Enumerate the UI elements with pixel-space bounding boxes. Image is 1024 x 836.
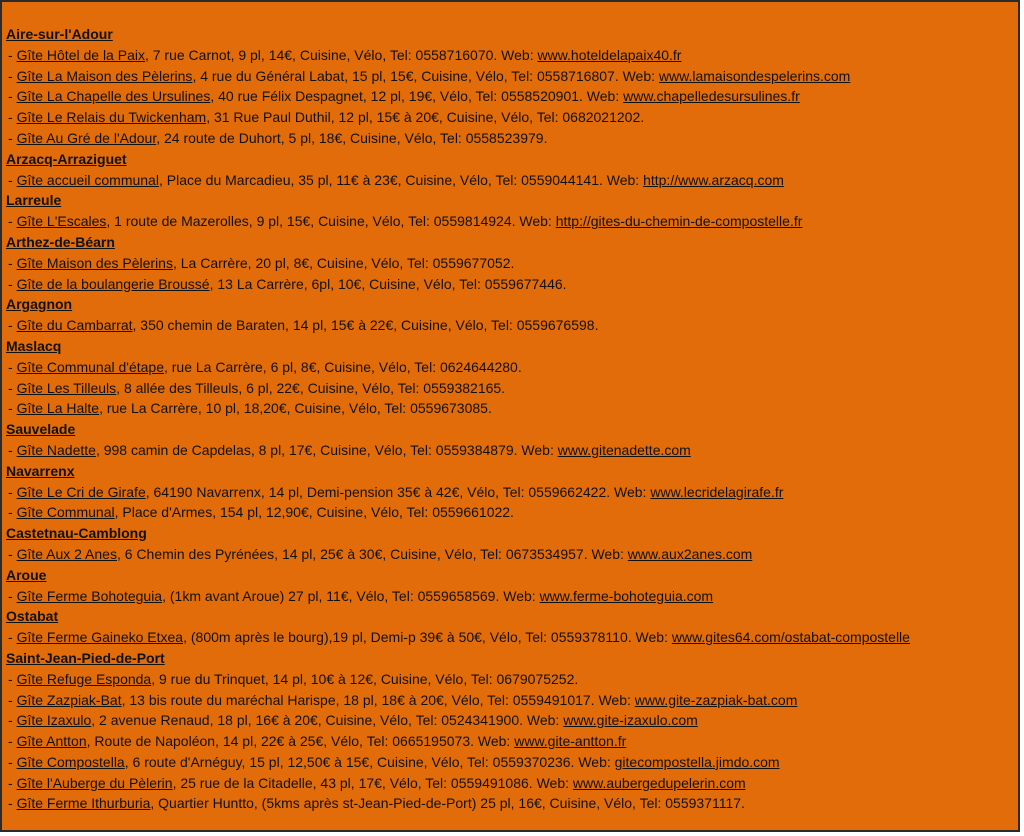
gite-entry <box>6 170 1018 191</box>
gite-details: , 64190 Navarrenx, 14 pl, Demi-pension 35€ à 42€, Vélo, Tel: 0559662422. Web: <box>145 483 651 500</box>
gite-name-link[interactable]: Gîte La Halte <box>16 400 100 417</box>
town-heading: Maslacq <box>6 337 62 354</box>
bullet-dash: - <box>8 712 17 729</box>
gite-name-link[interactable]: Gîte Refuge Esponda <box>16 670 152 687</box>
gite-name-link[interactable]: Gîte du Cambarrat <box>16 317 133 334</box>
gite-details: , 998 camin de Capdelas, 8 pl, 17€, Cuisine, Vélo, Tel: 0559384879. Web: <box>95 441 558 458</box>
website-link[interactable]: www.gites64.com/ostabat-compostelle <box>671 629 910 646</box>
gite-name-link[interactable]: Gîte Izaxulo <box>16 712 92 729</box>
gite-details: , (1km avant Aroue) 27 pl, 11€, Vélo, Tel: 0559658569. Web: <box>162 587 540 604</box>
website-link[interactable]: http://gites-du-chemin-de-compostelle.fr <box>555 213 803 230</box>
gite-name-link[interactable]: Gîte Nadette <box>16 441 96 458</box>
gite-details: , Place du Marcadieu, 35 pl, 11€ à 23€, Cuisine, Vélo, Tel: 0559044141. Web: <box>158 171 644 188</box>
bullet-dash: - <box>8 670 17 687</box>
gite-entry <box>6 66 1018 87</box>
bullet-dash: - <box>8 733 17 750</box>
bullet-dash: - <box>8 545 17 562</box>
gite-entry <box>6 482 1018 503</box>
gite-entry <box>6 773 1018 794</box>
gite-entry <box>6 253 1018 274</box>
gite-details: , Route de Napoléon, 14 pl, 22€ à 25€, Vélo, Tel: 0665195073. Web: <box>86 733 515 750</box>
town-heading: Aroue <box>6 566 47 583</box>
gite-details: , rue La Carrère, 6 pl, 8€, Cuisine, Vélo, Tel: 0624644280. <box>163 358 522 375</box>
gite-entry <box>6 315 1018 336</box>
gite-name-link[interactable]: Gîte l'Auberge du Pèlerin <box>16 774 173 791</box>
town-heading: Arthez-de-Béarn <box>6 233 115 250</box>
gite-entry <box>6 211 1018 232</box>
bullet-dash: - <box>8 795 17 812</box>
gite-name-link[interactable]: Gîte Antton <box>16 733 87 750</box>
gite-details: , 25 rue de la Citadelle, 43 pl, 17€, Vélo, Tel: 0559491086. Web: <box>172 774 573 791</box>
bullet-dash: - <box>8 400 17 417</box>
gite-name-link[interactable]: Gîte Communal <box>16 504 115 521</box>
gite-name-link[interactable]: Gîte L'Escales <box>16 213 107 230</box>
gite-details: , La Carrère, 20 pl, 8€, Cuisine, Vélo, Tel: 0559677052. <box>172 254 515 271</box>
gite-details: , 350 chemin de Baraten, 14 pl, 15€ à 22€, Cuisine, Vélo, Tel: 0559676598. <box>132 317 599 334</box>
website-link[interactable]: www.lecridelagirafe.fr <box>650 483 784 500</box>
town-heading: Saint-Jean-Pied-de-Port <box>6 649 165 666</box>
gite-name-link[interactable]: Gîte Compostella <box>16 753 125 770</box>
gite-name-link[interactable]: Gîte Maison des Pèlerins <box>16 254 173 271</box>
gite-entry <box>6 357 1018 378</box>
bullet-dash: - <box>8 254 17 271</box>
gite-name-link[interactable]: Gîte La Maison des Pèlerins <box>16 67 193 84</box>
website-link[interactable]: www.chapelledesursulines.fr <box>623 88 800 105</box>
gite-name-link[interactable]: Gîte Aux 2 Anes <box>16 545 117 562</box>
town-heading: Larreule <box>6 192 62 209</box>
bullet-dash: - <box>8 504 17 521</box>
gite-details: , Place d'Armes, 154 pl, 12,90€, Cuisine, Vélo, Tel: 0559661022. <box>114 504 514 521</box>
gite-entry <box>6 669 1018 690</box>
bullet-dash: - <box>8 213 17 230</box>
gite-details: , 13 La Carrère, 6pl, 10€, Cuisine, Vélo, Tel: 0559677446. <box>209 275 567 292</box>
gite-entry <box>6 440 1018 461</box>
website-link[interactable]: www.aux2anes.com <box>627 545 753 562</box>
gite-name-link[interactable]: Gîte Communal d'étape <box>16 358 164 375</box>
bullet-dash: - <box>8 379 17 396</box>
gite-entry <box>6 274 1018 295</box>
gite-entry <box>6 627 1018 648</box>
website-link[interactable]: www.gite-zazpiak-bat.com <box>634 691 798 708</box>
bullet-dash: - <box>8 774 17 791</box>
gite-entry <box>6 752 1018 773</box>
gite-details: , Quartier Huntto, (5kms après st-Jean-Pied-de-Port) 25 pl, 16€, Cuisine, Vélo, Tel: 0559371117. <box>150 795 745 812</box>
gite-details: , 31 Rue Paul Duthil, 12 pl, 15€ à 20€, Cuisine, Vélo, Tel: 0682021202. <box>206 109 645 126</box>
gite-details: , 40 rue Félix Despagnet, 12 pl, 19€, Vélo, Tel: 0558520901. Web: <box>210 88 624 105</box>
gite-entry <box>6 710 1018 731</box>
website-link[interactable]: www.gite-antton.fr <box>514 733 627 750</box>
gite-name-link[interactable]: Gîte Hôtel de la Paix <box>16 46 145 63</box>
gite-entry <box>6 45 1018 66</box>
gite-details: , 7 rue Carnot, 9 pl, 14€, Cuisine, Vélo, Tel: 0558716070. Web: <box>144 46 538 63</box>
gite-details: , 24 route de Duhort, 5 pl, 18€, Cuisine, Vélo, Tel: 0558523979. <box>156 129 548 146</box>
bullet-dash: - <box>8 67 17 84</box>
gite-entry <box>6 378 1018 399</box>
gite-name-link[interactable]: Gîte Au Gré de l'Adour <box>16 129 157 146</box>
bullet-dash: - <box>8 46 17 63</box>
gite-entry <box>6 398 1018 419</box>
gite-name-link[interactable]: Gîte Les Tilleuls <box>16 379 117 396</box>
gite-name-link[interactable]: Gîte de la boulangerie Broussé <box>16 275 210 292</box>
bullet-dash: - <box>8 691 17 708</box>
gite-entry <box>6 86 1018 107</box>
gite-name-link[interactable]: Gîte Ferme Bohoteguia <box>16 587 163 604</box>
bullet-dash: - <box>8 109 17 126</box>
town-heading: Argagnon <box>6 296 73 313</box>
bullet-dash: - <box>8 317 17 334</box>
gite-name-link[interactable]: Gîte Zazpiak-Bat <box>16 691 122 708</box>
gite-details: , 6 Chemin des Pyrénées, 14 pl, 25€ à 30€, Cuisine, Vélo, Tel: 0673534957. Web: <box>116 545 628 562</box>
gite-entry <box>6 793 1018 814</box>
website-link[interactable]: gitecompostella.jimdo.com <box>614 753 780 770</box>
website-link[interactable]: www.aubergedupelerin.com <box>572 774 746 791</box>
bullet-dash: - <box>8 753 17 770</box>
bullet-dash: - <box>8 358 17 375</box>
gite-details: , rue La Carrère, 10 pl, 18,20€, Cuisine, Vélo, Tel: 0559673085. <box>99 400 492 417</box>
website-link[interactable]: www.gite-izaxulo.com <box>563 712 698 729</box>
website-link[interactable]: www.lamaisondespelerins.com <box>658 67 851 84</box>
gite-entry <box>6 128 1018 149</box>
gite-name-link[interactable]: Gîte Ferme Gaineko Etxea <box>16 629 184 646</box>
town-heading: Sauvelade <box>6 421 76 438</box>
gite-details: , 13 bis route du maréchal Harispe, 18 pl, 18€ à 20€, Vélo, Tel: 0559491017. Web: <box>121 691 635 708</box>
bullet-dash: - <box>8 129 17 146</box>
gite-details: , 9 rue du Trinquet, 14 pl, 10€ à 12€, Cuisine, Vélo, Tel: 0679075252. <box>151 670 579 687</box>
website-link[interactable]: www.ferme-bohoteguia.com <box>539 587 714 604</box>
bullet-dash: - <box>8 441 17 458</box>
bullet-dash: - <box>8 629 17 646</box>
gite-entry <box>6 544 1018 565</box>
gite-name-link[interactable]: Gîte Le Relais du Twickenham <box>16 109 207 126</box>
gite-name-link[interactable]: Gîte Ferme Ithurburia <box>16 795 151 812</box>
gite-name-link[interactable]: Gîte accueil communal <box>16 171 159 188</box>
town-heading: Arzacq-Arraziguet <box>6 150 127 167</box>
website-link[interactable]: http://www.arzacq.com <box>643 171 784 188</box>
gite-details: , 6 route d'Arnéguy, 15 pl, 12,50€ à 15€, Cuisine, Vélo, Tel: 0559370236. Web: <box>124 753 615 770</box>
gite-entry <box>6 731 1018 752</box>
town-heading: Ostabat <box>6 608 59 625</box>
bullet-dash: - <box>8 171 17 188</box>
bullet-dash: - <box>8 88 17 105</box>
gite-entry <box>6 690 1018 711</box>
gite-details: , 1 route de Mazerolles, 9 pl, 15€, Cuisine, Vélo, Tel: 0559814924. Web: <box>106 213 556 230</box>
town-heading: Navarrenx <box>6 462 75 479</box>
gite-name-link[interactable]: Gîte Le Cri de Girafe <box>16 483 146 500</box>
gite-name-link[interactable]: Gîte La Chapelle des Ursulines <box>16 88 211 105</box>
town-heading: Castetnau-Camblong <box>6 525 147 542</box>
bullet-dash: - <box>8 587 17 604</box>
website-link[interactable]: www.hoteldelapaix40.fr <box>537 46 682 63</box>
bullet-dash: - <box>8 483 17 500</box>
gite-entry <box>6 502 1018 523</box>
gite-details: , 4 rue du Général Labat, 15 pl, 15€, Cuisine, Vélo, Tel: 0558716807. Web: <box>192 67 659 84</box>
gite-details: , 2 avenue Renaud, 18 pl, 16€ à 20€, Cuisine, Vélo, Tel: 0524341900. Web: <box>91 712 564 729</box>
gite-details: , (800m après le bourg),19 pl, Demi-p 39€ à 50€, Vélo, Tel: 0559378110. Web: <box>183 629 672 646</box>
gite-details: , 8 allée des Tilleuls, 6 pl, 22€, Cuisine, Vélo, Tel: 0559382165. <box>116 379 506 396</box>
website-link[interactable]: www.gitenadette.com <box>557 441 691 458</box>
gite-entry <box>6 107 1018 128</box>
gite-entry <box>6 586 1018 607</box>
town-heading: Aire-sur-l'Adour <box>6 26 113 42</box>
bullet-dash: - <box>8 275 17 292</box>
